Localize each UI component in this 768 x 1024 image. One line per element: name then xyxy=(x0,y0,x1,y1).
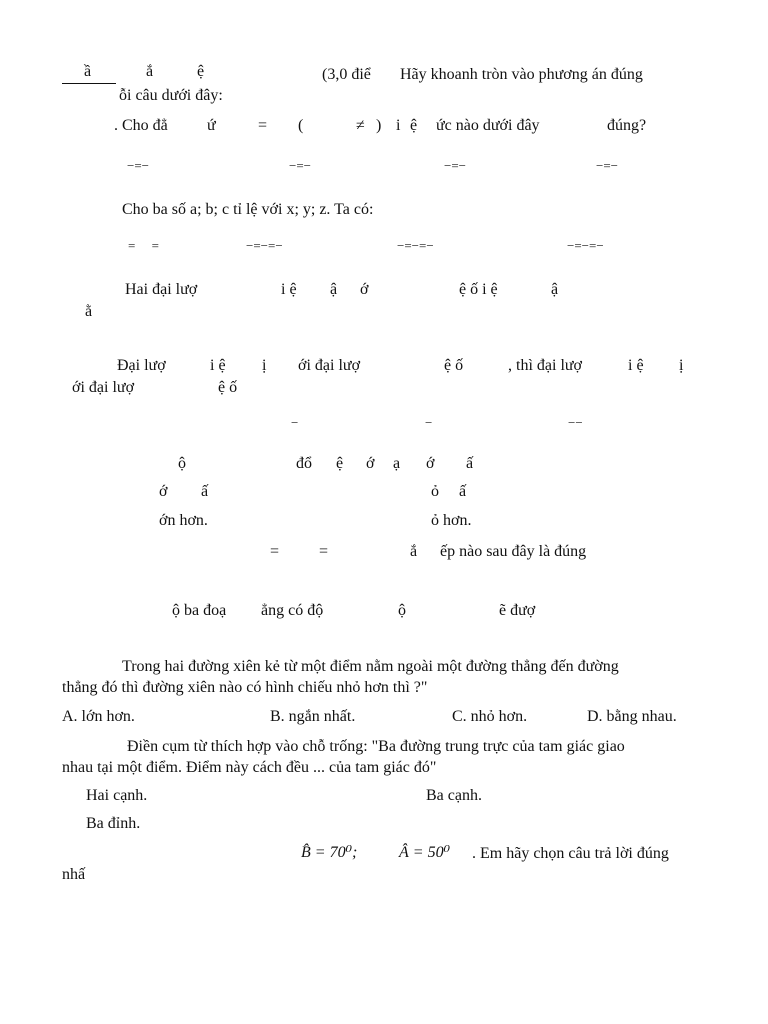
q1-neq: ≠ xyxy=(356,117,365,134)
q1-fragment: ệ xyxy=(410,117,418,134)
q7-fragment: ẽ đượ xyxy=(499,602,536,619)
q10-text-cont: nhấ xyxy=(62,866,86,883)
points-label: (3,0 điể xyxy=(322,66,371,83)
q1-fragment: ứ xyxy=(207,117,216,134)
q4-option[interactable]: −− xyxy=(568,415,583,430)
q5-fragment: ộ xyxy=(178,455,186,472)
q3-fragment: ậ xyxy=(330,281,338,298)
q2-text: Cho ba số a; b; c tỉ lệ với x; y; z. Ta có: xyxy=(122,201,374,218)
q6-equals: = xyxy=(319,543,329,560)
q1-text: . Cho đẳ xyxy=(114,117,168,134)
q2-option[interactable]: −=−=− xyxy=(246,238,283,253)
q5-fragment: ớ xyxy=(426,455,435,472)
q4-text-cont: ệ ố xyxy=(218,379,238,396)
q2-option[interactable]: −=−=− xyxy=(397,238,434,253)
q2-option[interactable]: = = xyxy=(128,238,159,253)
q4-text: Đại lượ xyxy=(117,357,166,374)
q7-fragment: ẳng có độ xyxy=(261,602,324,619)
q9-option-a[interactable]: Hai cạnh. xyxy=(86,787,148,804)
q4-fragment: i ệ xyxy=(210,357,226,374)
q5-option-c[interactable]: ớn hơn. xyxy=(159,512,208,529)
q8-option-a[interactable]: A. lớn hơn. xyxy=(62,708,135,725)
q8-text-line1: Trong hai đường xiên kẻ từ một điểm nằm ngoài một đường thẳng đến đường xyxy=(122,658,619,675)
q5-fragment: ệ xyxy=(336,455,344,472)
q4-text-cont: ới đại lượ xyxy=(72,379,135,396)
q3-fragment: ớ xyxy=(360,281,369,298)
q2-option[interactable]: −=−=− xyxy=(567,238,604,253)
q6-equals: = xyxy=(270,543,280,560)
q7-fragment: ộ ba đoạ xyxy=(172,602,227,619)
q7-fragment: ộ xyxy=(398,602,406,619)
q1-option[interactable]: −=− xyxy=(289,158,311,173)
q1-fragment: i xyxy=(396,117,401,134)
header-fragment: ầ xyxy=(84,63,92,80)
q5-option-d[interactable]: ỏ hơn. xyxy=(431,512,472,529)
q8-option-b[interactable]: B. ngắn nhất. xyxy=(270,708,356,725)
q6-text: ếp nào sau đây là đúng xyxy=(440,543,587,560)
q4-option[interactable]: − xyxy=(291,415,299,430)
header-fragment: ệ xyxy=(197,63,205,80)
q5-fragment: đổ xyxy=(296,455,312,472)
q5-fragment: ạ xyxy=(393,455,401,472)
q9-option-c[interactable]: Ba đỉnh. xyxy=(86,815,141,832)
instruction-text-cont: ỗi câu dưới đây: xyxy=(119,87,223,104)
q10-math-a: Â = 50⁰ xyxy=(399,844,450,861)
q1-fragment: ức nào dưới đây xyxy=(436,117,540,134)
q8-option-c[interactable]: C. nhỏ hơn. xyxy=(452,708,528,725)
q4-fragment: i ệ xyxy=(628,357,644,374)
header-fragment: ắ xyxy=(146,63,154,80)
q1-paren: ) xyxy=(376,117,382,134)
q4-fragment: ới đại lượ xyxy=(298,357,361,374)
q3-fragment: ậ xyxy=(551,281,559,298)
q5-option-b[interactable]: ỏ xyxy=(431,483,439,500)
q9-text-line2: nhau tại một điểm. Điểm này cách đều ... của tam giác đó" xyxy=(62,759,437,776)
q10-math-b: B̂ = 70⁰; xyxy=(301,844,358,861)
q1-option[interactable]: −=− xyxy=(127,158,149,173)
q5-fragment: ấ xyxy=(466,455,474,472)
q4-fragment: ệ ố xyxy=(444,357,464,374)
q5-option-b-frag: ấ xyxy=(459,483,467,500)
section-underline xyxy=(62,83,116,84)
q3-text: Hai đại lượ xyxy=(125,281,198,298)
q8-option-d[interactable]: D. bằng nhau. xyxy=(587,708,677,725)
q9-option-b[interactable]: Ba cạnh. xyxy=(426,787,482,804)
q4-option[interactable]: − xyxy=(425,415,433,430)
q5-fragment: ớ xyxy=(366,455,375,472)
q1-option[interactable]: −=− xyxy=(444,158,466,173)
q4-fragment: , thì đại lượ xyxy=(508,357,583,374)
q9-text-line1: Điền cụm từ thích hợp vào chỗ trống: "Ba đường trung trực của tam giác giao xyxy=(127,738,625,755)
q1-option[interactable]: −=− xyxy=(596,158,618,173)
q8-text-line2: thẳng đó thì đường xiên nào có hình chiếu nhỏ hơn thì ?" xyxy=(62,679,428,696)
q6-fragment: ắ xyxy=(410,543,418,560)
q3-fragment: ệ ố i ệ xyxy=(459,281,498,298)
q5-option-a-frag: ấ xyxy=(201,483,209,500)
q1-fragment: đúng? xyxy=(607,117,647,134)
q3-fragment: i ệ xyxy=(281,281,297,298)
q3-text-cont: ằ xyxy=(85,303,93,320)
q1-equals: = xyxy=(258,117,268,134)
q10-text: . Em hãy chọn câu trả lời đúng xyxy=(472,845,669,862)
q4-fragment: ị xyxy=(262,357,267,374)
q4-fragment: ị xyxy=(679,357,684,374)
q5-option-a[interactable]: ớ xyxy=(159,483,168,500)
q1-paren: ( xyxy=(298,117,304,134)
instruction-text: Hãy khoanh tròn vào phương án đúng xyxy=(400,66,643,83)
